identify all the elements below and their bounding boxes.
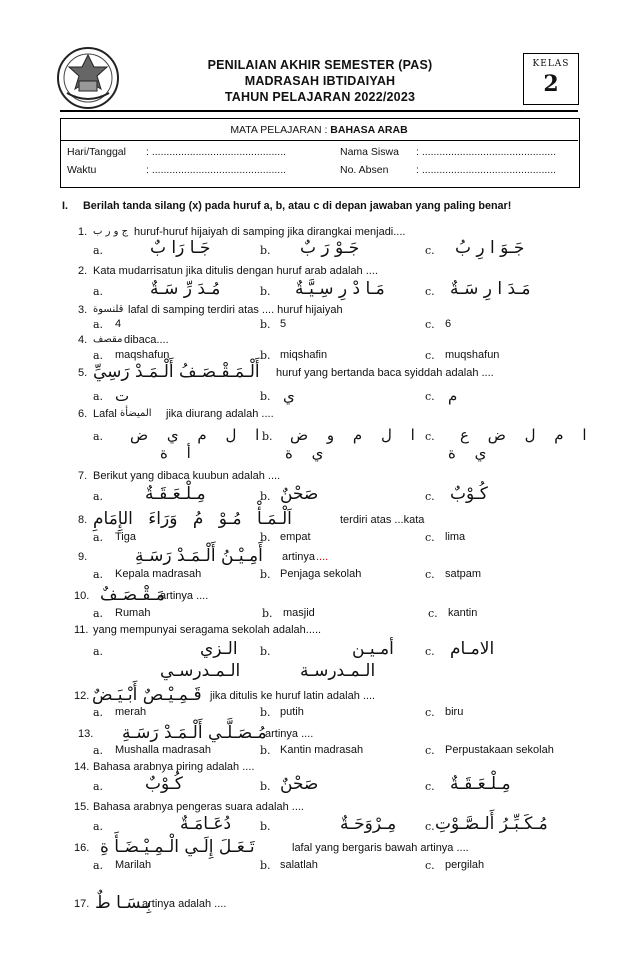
question-17	[0, 893, 638, 918]
q14-option-c[interactable]: c.	[425, 780, 435, 793]
header-divider	[60, 110, 578, 112]
q12-option-a[interactable]: a.	[93, 706, 104, 719]
q10-b-text: masjid	[283, 607, 315, 619]
q16-option-b[interactable]: b.	[260, 859, 271, 872]
q3-b-text: 5	[280, 318, 287, 330]
hari-field[interactable]: : ..............................................	[146, 146, 287, 158]
kelas-box	[523, 53, 579, 105]
q9-option-c[interactable]: c.	[425, 568, 435, 581]
q5-text: huruf yang bertanda baca syiddah adalah ....	[276, 367, 494, 379]
q9-b-text: Penjaga sekolah	[280, 568, 362, 580]
q15-option-b[interactable]: b.	[260, 820, 271, 833]
q16-c-text: pergilah	[445, 859, 485, 871]
q4-a-text: maqshafun	[115, 349, 170, 361]
q8-option-c[interactable]: c.	[425, 531, 435, 544]
q2-options	[0, 279, 638, 303]
q6-a-line1: ا ل م ي ض	[130, 426, 260, 444]
q12-option-c[interactable]: c.	[425, 706, 435, 719]
q3-c-text: 6	[445, 318, 452, 330]
q2-c-text: مَـدَ ا رِ سَـةٌ	[450, 279, 531, 299]
q3-option-a[interactable]: a.	[93, 318, 104, 331]
q14-text: Bahasa arabnya piring adalah ....	[93, 761, 255, 773]
q5-option-b[interactable]: b.	[260, 390, 271, 403]
q8-c-text: lima	[445, 531, 466, 543]
q7-a-text: مِـلْـعَـقَـةٌ	[145, 484, 206, 504]
q1-number: 1.	[78, 226, 88, 238]
question-14	[0, 761, 638, 781]
info-divider	[60, 140, 578, 141]
q11-b-line2: الـمـدرسـة	[300, 661, 376, 681]
q5-arabic: أَلْـمَـقْـصَـفُ أَلْـمَـدْ رَسِيِّ	[93, 362, 260, 382]
q11-number: 11.	[74, 624, 89, 636]
q10-c-text: kantin	[448, 607, 478, 619]
q15-option-a[interactable]: a.	[93, 820, 104, 833]
q7-option-b[interactable]: b.	[260, 490, 271, 503]
q4-arabic: مقصف	[93, 334, 123, 345]
q6-option-b[interactable]: b.	[262, 430, 273, 443]
q5-options	[0, 387, 638, 410]
q1-option-a[interactable]: a.	[93, 244, 104, 257]
q7-c-text: كُـوْبٌ	[450, 484, 488, 504]
q6-b-line2: ي ة	[285, 444, 324, 462]
waktu-field[interactable]: : ..............................................	[146, 164, 287, 176]
q14-b-text: صَحْنٌ	[280, 774, 319, 794]
q2-a-text: مُـدَ رِّ سَـةٌ	[150, 279, 221, 299]
q16-a-text: Marilah	[115, 859, 152, 871]
q11-option-b[interactable]: b.	[260, 645, 271, 658]
q16-text: lafal yang bergaris bawah artinya ....	[292, 842, 469, 854]
q1-option-b[interactable]: b.	[260, 244, 271, 257]
question-11	[0, 624, 638, 644]
q14-option-b[interactable]: b.	[260, 780, 271, 793]
q15-number: 15.	[74, 801, 90, 813]
q6-number: 6.	[78, 408, 88, 420]
waktu-label: Waktu	[67, 164, 97, 176]
q1-option-c[interactable]: c.	[425, 244, 435, 257]
q4-option-c[interactable]: c.	[425, 349, 435, 362]
q8-option-b[interactable]: b.	[260, 531, 271, 544]
q6-text-lead: Lafal	[93, 408, 117, 420]
q14-a-text: كُـوْبٌ	[145, 774, 183, 794]
q15-option-c[interactable]: c.	[425, 820, 435, 833]
q13-text: artinya ....	[265, 728, 314, 740]
q6-c-line2: ي ة	[448, 444, 487, 462]
q8-options	[0, 531, 638, 551]
q4-option-b[interactable]: b.	[260, 349, 271, 362]
q2-number: 2.	[78, 265, 88, 277]
q7-options	[0, 484, 638, 510]
q13-option-c[interactable]: c.	[425, 744, 435, 757]
q7-text: Berikut yang dibaca kuubun adalah ....	[93, 470, 281, 482]
q12-c-text: biru	[445, 706, 464, 718]
q4-c-text: muqshafun	[445, 349, 500, 361]
absen-field[interactable]: : ..............................................	[416, 164, 557, 176]
q14-option-a[interactable]: a.	[93, 780, 104, 793]
q9-text: artinya	[282, 551, 316, 563]
kelas-label: KELAS	[532, 59, 570, 69]
q8-arabic: اَلْـمَـأْ مُـوْ مُ وَرَاءَ الإِمَامِ	[93, 509, 292, 529]
q16-option-a[interactable]: a.	[93, 859, 104, 872]
q11-option-a[interactable]: a.	[93, 645, 104, 658]
q10-option-a[interactable]: a.	[93, 607, 104, 620]
q5-number: 5.	[78, 367, 88, 379]
q8-number: 8.	[78, 514, 88, 526]
absen-label: No. Absen	[340, 164, 389, 176]
q10-a-text: Rumah	[115, 607, 151, 619]
q8-a-text: Tiga	[115, 531, 136, 543]
q4-text: dibaca....	[124, 334, 169, 346]
q13-arabic: مُـصَـلَّـي أَلْـمَـدْ رَسَـةِ	[122, 723, 267, 743]
q12-options	[0, 706, 638, 726]
q6-a-line2: أ ة	[160, 444, 191, 462]
q16-option-c[interactable]: c.	[425, 859, 435, 872]
q7-number: 7.	[78, 470, 88, 482]
q3-text: lafal di samping terdiri atas .... huruf hijaiyah	[128, 304, 343, 316]
q14-number: 14.	[74, 761, 90, 773]
q16-b-text: salatlah	[280, 859, 318, 871]
subject-value: BAHASA ARAB	[330, 124, 408, 136]
q13-option-b[interactable]: b.	[260, 744, 271, 757]
q6-text: jika diurang adalah ....	[166, 408, 274, 420]
q12-a-text: merah	[115, 706, 147, 718]
section-instruction	[62, 200, 511, 212]
q13-a-text: Mushalla madrasah	[115, 744, 211, 756]
header-title: PENILAIAN AKHIR SEMESTER (PAS)	[207, 58, 433, 72]
q1-text: huruf-huruf hijaiyah di samping jika dirangkai menjadi....	[134, 226, 406, 238]
section-number: I.	[62, 200, 68, 212]
q1-a-text: جَـا رَا بٌ	[150, 238, 211, 258]
q15-text: Bahasa arabnya pengeras suara adalah ....	[93, 801, 304, 813]
q16-arabic: تَـعَـلَ إِلَـي الْـمِـيْـضَـأَ ةِ	[100, 837, 255, 857]
q3-a-text: 4	[115, 318, 122, 330]
q11-a-line1: الـزي	[200, 639, 238, 659]
q9-text-red: ....	[316, 551, 329, 563]
q9-arabic: أَمِـيْـنُ أَلْـمَـدْ رَسَـةِ	[135, 546, 263, 566]
q16-options	[0, 859, 638, 879]
q4-number: 4.	[78, 334, 88, 346]
q11-options	[0, 639, 638, 681]
q3-number: 3.	[78, 304, 88, 316]
q1-c-text: جَـوَ ا رِ بُ	[455, 238, 525, 258]
q12-text: jika ditulis ke huruf latin adalah ....	[210, 690, 376, 702]
q13-c-text: Perpustakaan sekolah	[445, 744, 554, 756]
nama-label: Nama Siswa	[340, 146, 399, 158]
q14-c-text: مِـلْـعَـقَـةٌ	[450, 774, 511, 794]
q4-option-a[interactable]: a.	[93, 349, 104, 362]
q5-c-text: م	[448, 387, 458, 405]
q10-option-c[interactable]: c.	[428, 607, 438, 620]
q10-arabic: مَـقْـصَـفٌ	[100, 585, 165, 605]
q15-a-text: دُعَـامَـةٌ	[180, 814, 232, 834]
q7-b-text: صَحْنٌ	[280, 484, 319, 504]
q16-number: 16.	[74, 842, 90, 854]
question-5	[0, 362, 638, 387]
q10-option-b[interactable]: b.	[262, 607, 273, 620]
q3-option-c[interactable]: c.	[425, 318, 435, 331]
q8-option-a[interactable]: a.	[93, 531, 104, 544]
q10-number: 10.	[74, 590, 90, 602]
q5-option-c[interactable]: c.	[425, 390, 435, 403]
q11-a-line2: الـمـدرسـي	[160, 661, 241, 681]
q3-arabic: قلنسوة	[93, 304, 124, 315]
q9-options	[0, 568, 638, 588]
q1-options	[0, 238, 638, 262]
q5-a-text: ت	[115, 387, 130, 405]
q12-option-b[interactable]: b.	[260, 706, 271, 719]
q13-b-text: Kantin madrasah	[280, 744, 364, 756]
question-7	[0, 470, 638, 490]
q4-b-text: miqshafin	[280, 349, 328, 361]
q9-a-text: Kepala madrasah	[115, 568, 202, 580]
question-6	[0, 408, 638, 428]
instruction-text: Berilah tanda silang (x) pada huruf a, b, atau c di depan jawaban yang paling benar!	[83, 200, 512, 212]
q3-option-b[interactable]: b.	[260, 318, 271, 331]
q8-b-text: empat	[280, 531, 311, 543]
q12-number: 12.	[74, 690, 90, 702]
q11-option-c[interactable]: c.	[425, 645, 435, 658]
q6-option-c[interactable]: c.	[425, 430, 435, 443]
q6-options	[0, 426, 638, 462]
q2-b-text: مَـا دْ رِ سِـيَّـةٌ	[295, 279, 385, 299]
q17-text: artinya adalah ....	[142, 898, 227, 910]
q15-c-text: مُـكَـبِّـرُ أَلـصَّـوْتِ	[435, 814, 548, 834]
q6-arabic: الميضأة	[120, 408, 152, 419]
q15-b-text: مِـرْوَحَـةٌ	[340, 814, 397, 834]
q2-option-b[interactable]: b.	[260, 285, 271, 298]
q7-option-a[interactable]: a.	[93, 490, 104, 503]
q6-b-line1: ا ل م و ض	[290, 426, 415, 444]
q8-text: terdiri atas ...kata	[340, 514, 425, 526]
q1-arabic: ج و ر ب	[93, 226, 129, 237]
q15-options	[0, 814, 638, 840]
hari-label: Hari/Tanggal	[67, 146, 126, 158]
q11-c-text: الامـام	[450, 639, 495, 659]
q11-b-line1: أمـيـن	[352, 639, 394, 659]
subject-label: MATA PELAJARAN :	[230, 124, 331, 136]
q9-option-a[interactable]: a.	[93, 568, 104, 581]
q9-c-text: satpam	[445, 568, 482, 580]
q7-option-c[interactable]: c.	[425, 490, 435, 503]
header-school: MADRASAH IBTIDAIYAH	[244, 74, 396, 88]
q12-b-text: putih	[280, 706, 304, 718]
kelas-value: 2	[543, 71, 559, 97]
q1-b-text: جَـوْ رَ بٌ	[300, 238, 360, 258]
q6-option-a[interactable]: a.	[93, 430, 104, 443]
q14-options	[0, 774, 638, 800]
q9-number: 9.	[78, 551, 88, 563]
q11-text: yang mempunyai seragama sekolah adalah.....	[93, 624, 322, 636]
q2-option-c[interactable]: c.	[425, 285, 435, 298]
q6-c-line1: ا م ل ض ع	[460, 426, 587, 444]
q12-arabic: قَـمِـيْـصٌ أَبْـيَـضٌ	[92, 685, 202, 705]
subject-line	[60, 124, 578, 136]
q2-text: Kata mudarrisatun jika ditulis dengan huruf arab adalah ....	[93, 265, 378, 277]
q9-option-b[interactable]: b.	[260, 568, 271, 581]
q10-text: artinya ....	[160, 590, 209, 602]
q5-b-text: ي	[283, 387, 295, 405]
q2-option-a[interactable]: a.	[93, 285, 104, 298]
q17-number: 17.	[74, 898, 90, 910]
q5-option-a[interactable]: a.	[93, 390, 104, 403]
header-year: TAHUN PELAJARAN 2022/2023	[224, 90, 416, 104]
q13-option-a[interactable]: a.	[93, 744, 104, 757]
q13-number: 13.	[78, 728, 94, 740]
nama-field[interactable]: : ..............................................	[416, 146, 557, 158]
q17-arabic: بِـسَـا طٌ	[95, 893, 152, 913]
